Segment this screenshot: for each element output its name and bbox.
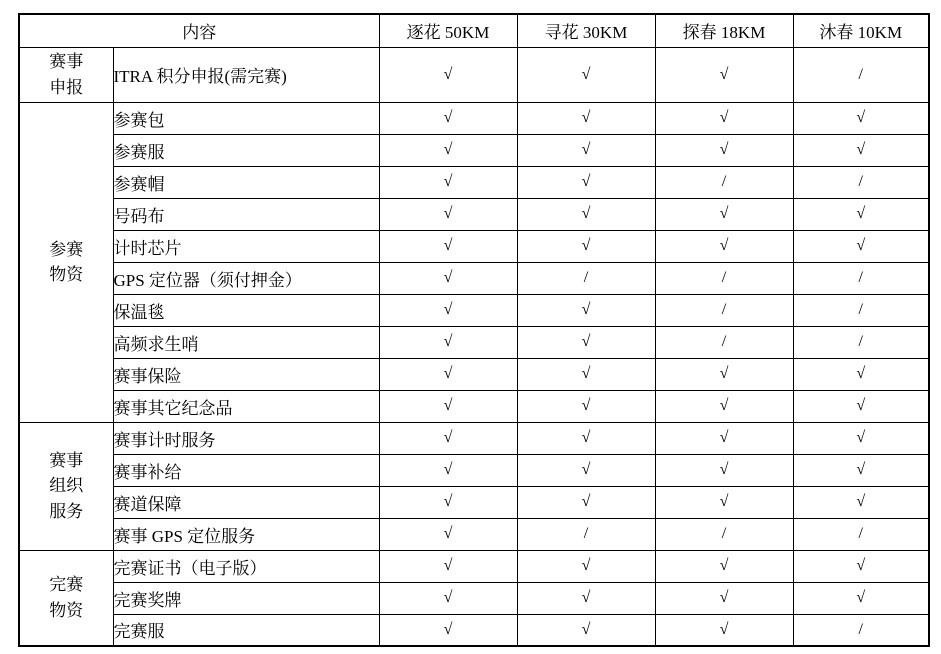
included-check-mark: √ <box>793 550 929 582</box>
not-included-slash-mark: / <box>517 262 655 294</box>
table-row <box>19 262 929 294</box>
included-check-mark: √ <box>793 358 929 390</box>
included-check-mark: √ <box>379 550 517 582</box>
group-label-cell <box>19 422 113 550</box>
included-check-mark: √ <box>655 582 793 614</box>
included-check-mark: √ <box>517 454 655 486</box>
table-row <box>19 47 929 102</box>
group-label: 参赛物资 <box>49 239 84 284</box>
included-check-mark: √ <box>379 422 517 454</box>
race-benefits-table <box>18 13 930 647</box>
not-included-slash-mark: / <box>655 262 793 294</box>
not-included-slash-mark: / <box>793 262 929 294</box>
included-check-mark: √ <box>379 614 517 646</box>
item-label-cell: ITRA 积分申报(需完赛) <box>113 47 379 102</box>
item-label-cell: 赛事保险 <box>113 358 379 390</box>
column-header-10km: 沐春 10KM <box>793 14 929 47</box>
included-check-mark: √ <box>655 486 793 518</box>
included-check-mark: √ <box>517 230 655 262</box>
table-row <box>19 294 929 326</box>
not-included-slash-mark: / <box>793 614 929 646</box>
table-row <box>19 198 929 230</box>
included-check-mark: √ <box>793 582 929 614</box>
table-row <box>19 422 929 454</box>
not-included-slash-mark: / <box>793 518 929 550</box>
item-label-cell: 计时芯片 <box>113 230 379 262</box>
included-check-mark: √ <box>517 486 655 518</box>
included-check-mark: √ <box>379 326 517 358</box>
included-check-mark: √ <box>517 422 655 454</box>
table-row <box>19 614 929 646</box>
included-check-mark: √ <box>379 454 517 486</box>
included-check-mark: √ <box>793 134 929 166</box>
not-included-slash-mark: / <box>793 294 929 326</box>
table-row <box>19 518 929 550</box>
included-check-mark: √ <box>379 230 517 262</box>
included-check-mark: √ <box>517 550 655 582</box>
table-row <box>19 326 929 358</box>
column-header-30km: 寻花 30KM <box>517 14 655 47</box>
included-check-mark: √ <box>517 166 655 198</box>
table-row <box>19 358 929 390</box>
included-check-mark: √ <box>379 294 517 326</box>
included-check-mark: √ <box>793 422 929 454</box>
included-check-mark: √ <box>655 390 793 422</box>
included-check-mark: √ <box>379 134 517 166</box>
included-check-mark: √ <box>655 102 793 134</box>
included-check-mark: √ <box>793 198 929 230</box>
item-label-cell: 完赛奖牌 <box>113 582 379 614</box>
included-check-mark: √ <box>379 582 517 614</box>
table-row <box>19 134 929 166</box>
item-label-cell: 号码布 <box>113 198 379 230</box>
table-row <box>19 454 929 486</box>
not-included-slash-mark: / <box>517 518 655 550</box>
included-check-mark: √ <box>379 166 517 198</box>
included-check-mark: √ <box>379 198 517 230</box>
included-check-mark: √ <box>379 47 517 102</box>
table-row <box>19 390 929 422</box>
table-row <box>19 582 929 614</box>
item-label-cell: 赛事其它纪念品 <box>113 390 379 422</box>
table-row <box>19 550 929 582</box>
included-check-mark: √ <box>655 422 793 454</box>
included-check-mark: √ <box>517 358 655 390</box>
table-row <box>19 486 929 518</box>
included-check-mark: √ <box>517 102 655 134</box>
included-check-mark: √ <box>379 262 517 294</box>
included-check-mark: √ <box>793 390 929 422</box>
included-check-mark: √ <box>517 326 655 358</box>
not-included-slash-mark: / <box>793 47 929 102</box>
column-header-50km: 逐花 50KM <box>379 14 517 47</box>
item-label-cell: 完赛服 <box>113 614 379 646</box>
item-label-cell: 高频求生哨 <box>113 326 379 358</box>
not-included-slash-mark: / <box>793 326 929 358</box>
not-included-slash-mark: / <box>655 518 793 550</box>
column-header-18km: 探春 18KM <box>655 14 793 47</box>
included-check-mark: √ <box>379 486 517 518</box>
table-row <box>19 102 929 134</box>
included-check-mark: √ <box>517 390 655 422</box>
included-check-mark: √ <box>379 358 517 390</box>
not-included-slash-mark: / <box>655 294 793 326</box>
included-check-mark: √ <box>655 614 793 646</box>
not-included-slash-mark: / <box>793 166 929 198</box>
group-label: 完赛物资 <box>49 575 84 620</box>
included-check-mark: √ <box>655 134 793 166</box>
included-check-mark: √ <box>655 47 793 102</box>
item-label-cell: 赛事 GPS 定位服务 <box>113 518 379 550</box>
included-check-mark: √ <box>655 550 793 582</box>
item-label-cell: 赛事计时服务 <box>113 422 379 454</box>
included-check-mark: √ <box>655 454 793 486</box>
included-check-mark: √ <box>517 582 655 614</box>
item-label-cell: 参赛帽 <box>113 166 379 198</box>
included-check-mark: √ <box>517 294 655 326</box>
not-included-slash-mark: / <box>655 326 793 358</box>
included-check-mark: √ <box>517 198 655 230</box>
item-label-cell: 保温毯 <box>113 294 379 326</box>
included-check-mark: √ <box>379 102 517 134</box>
included-check-mark: √ <box>517 614 655 646</box>
included-check-mark: √ <box>517 134 655 166</box>
included-check-mark: √ <box>793 102 929 134</box>
item-label-cell: 参赛包 <box>113 102 379 134</box>
header-row <box>19 14 929 47</box>
group-label: 赛事组织服务 <box>49 450 84 521</box>
item-label-cell: GPS 定位器（须付押金） <box>113 262 379 294</box>
included-check-mark: √ <box>655 358 793 390</box>
included-check-mark: √ <box>655 230 793 262</box>
item-label-cell: 完赛证书（电子版） <box>113 550 379 582</box>
group-label-cell <box>19 550 113 646</box>
table-row <box>19 230 929 262</box>
included-check-mark: √ <box>379 518 517 550</box>
included-check-mark: √ <box>793 454 929 486</box>
item-label-cell: 赛道保障 <box>113 486 379 518</box>
group-label-cell <box>19 47 113 102</box>
item-label-cell: 赛事补给 <box>113 454 379 486</box>
included-check-mark: √ <box>793 486 929 518</box>
group-label-cell <box>19 102 113 422</box>
included-check-mark: √ <box>655 198 793 230</box>
included-check-mark: √ <box>793 230 929 262</box>
group-label: 赛事申报 <box>49 52 84 97</box>
not-included-slash-mark: / <box>655 166 793 198</box>
item-label-cell: 参赛服 <box>113 134 379 166</box>
content-column-header: 内容 <box>19 14 379 47</box>
included-check-mark: √ <box>517 47 655 102</box>
table-row <box>19 166 929 198</box>
included-check-mark: √ <box>379 390 517 422</box>
